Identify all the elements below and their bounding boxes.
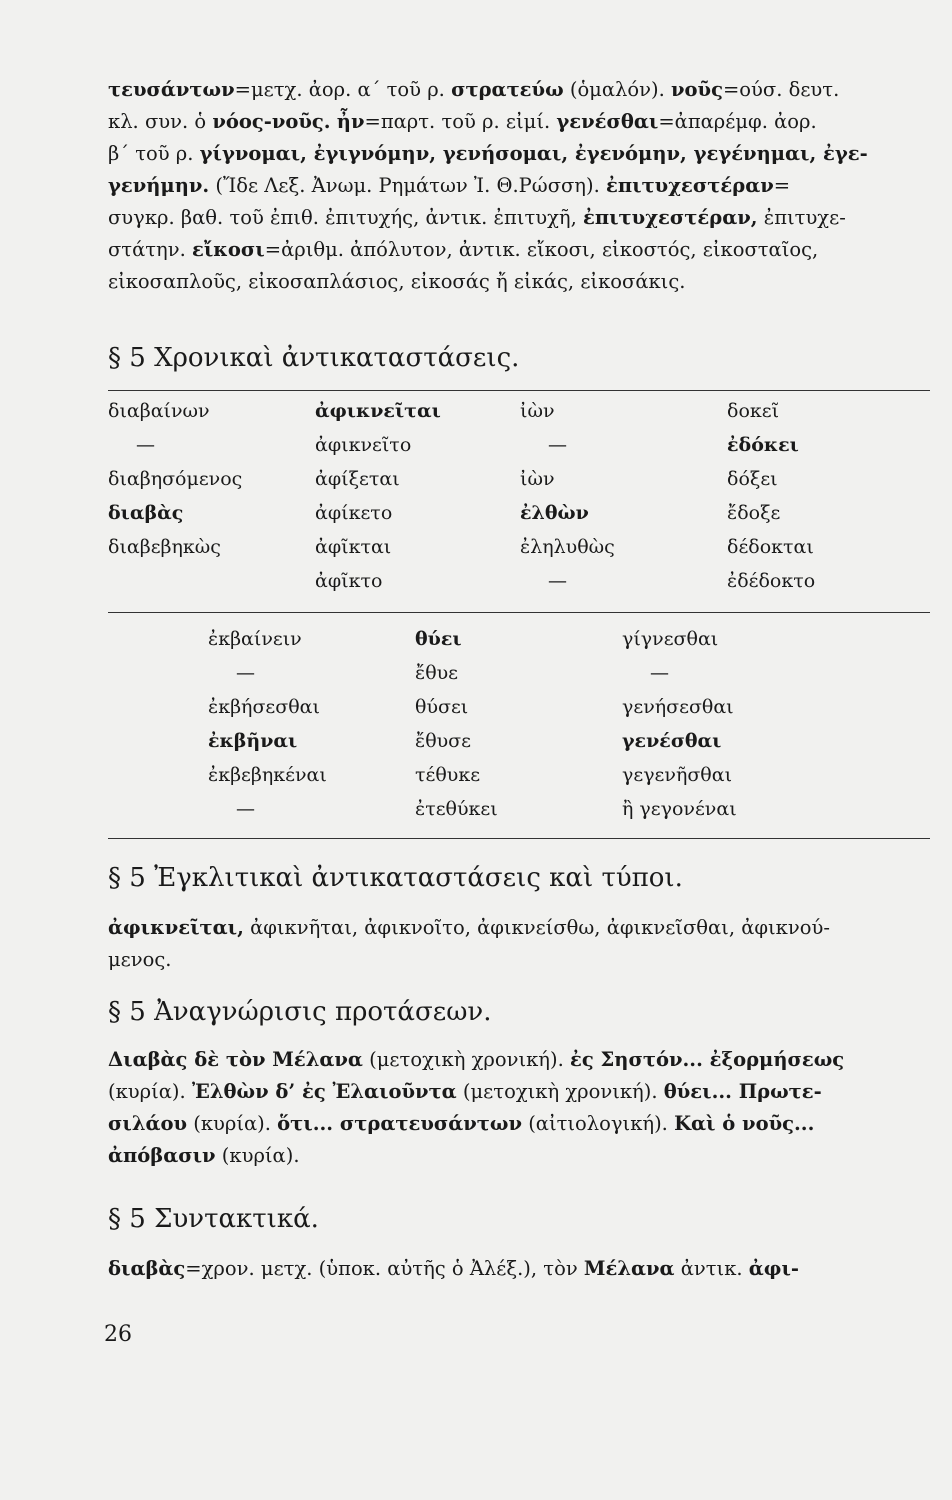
text-line <box>108 1255 930 1282</box>
text-run: (ὁμαλόν). <box>563 78 671 101</box>
bold-term: νοῦς <box>671 78 723 101</box>
bold-term: ἐς Σηστόν... ἐξορμήσεως <box>570 1048 845 1071</box>
text-run: =μετχ. ἀορ. α΄ τοῦ ρ. <box>234 78 452 101</box>
text-run: κλ. συν. ὁ <box>108 110 213 133</box>
bold-term: διαβὰς <box>108 1257 186 1280</box>
text-run: =ἀριθμ. ἀπόλυτον, ἀντικ. εἴκοσι, εἰκοστός, εἰκοσταῖος, <box>264 238 819 261</box>
table-cell: γίγνεσθαι <box>622 628 719 650</box>
text-run: μενος. <box>108 948 172 971</box>
bold-term: ἀφι- <box>748 1257 799 1280</box>
text-line <box>108 914 930 941</box>
text-run: =παρτ. τοῦ ρ. εἰμί. <box>364 110 557 133</box>
table-cell: ἀφίξεται <box>315 468 400 490</box>
table-cell: ἰὼν <box>520 400 555 422</box>
bold-term: ἦν <box>336 110 365 133</box>
table-cell: ἔθυε <box>415 662 459 684</box>
section-heading-enklitikai: § 5 Ἐγκλιτικαὶ ἀντικαταστάσεις καὶ τύποι. <box>108 863 683 893</box>
bold-term: Καὶ ὁ νοῦς... <box>674 1112 815 1135</box>
table-cell: γενήσεσθαι <box>622 696 734 718</box>
table-cell: ἀφικνεῖται <box>315 400 441 422</box>
text-line <box>108 76 930 103</box>
bold-term: ἐπιτυχεστέραν, <box>582 206 758 229</box>
table-mid-rule <box>108 612 930 613</box>
table-cell: διαβεβηκὼς <box>108 536 221 558</box>
table-cell: ἀφῖκται <box>315 536 392 558</box>
text-run: (κυρία). <box>215 1144 300 1167</box>
text-run: ἐπιτυχε- <box>757 206 846 229</box>
table-cell: ἐτεθύκει <box>415 798 498 820</box>
bold-term: στρατεύω <box>451 78 564 101</box>
table-cell: ἐδέδοκτο <box>727 570 816 592</box>
table-cell: δόξει <box>727 468 778 490</box>
bold-term: γενέσθαι <box>556 110 659 133</box>
text-line <box>108 268 930 295</box>
bold-term: Μέλανα <box>583 1257 675 1280</box>
table-cell: ἐδόκει <box>727 434 799 456</box>
bold-term: γενήμην. <box>108 174 210 197</box>
table-cell: δέδοκται <box>727 536 814 558</box>
text-line <box>108 1110 930 1137</box>
text-run: (αἰτιολογική). <box>522 1112 675 1135</box>
table-cell: — <box>136 434 155 456</box>
section-heading-anagnorisis: § 5 Ἀναγνώρισις προτάσεων. <box>108 997 492 1027</box>
text-run: (Ἴδε Λεξ. Ἀνωμ. Ρημάτων Ἰ. Θ.Ρώσση). <box>209 174 606 197</box>
table-cell: διαβησόμενος <box>108 468 243 490</box>
table-cell: γεγενῆσθαι <box>622 764 733 786</box>
text-line <box>108 946 930 973</box>
text-line <box>108 236 930 263</box>
section-heading-syntaktika: § 5 Συντακτικά. <box>108 1204 319 1234</box>
text-run: (μετοχικὴ χρονική). <box>456 1080 664 1103</box>
text-run: =χρον. μετχ. (ὑποκ. αὐτῆς ὁ Ἀλέξ.), τὸν <box>185 1257 584 1280</box>
table-cell: — <box>548 434 567 456</box>
text-run: = <box>773 174 791 197</box>
bold-term: γίγνομαι, ἐγιγνόμην, γενήσομαι, ἐγενόμην, γεγένημαι, ἐγε- <box>199 142 868 165</box>
text-line <box>108 172 930 199</box>
text-run: ἀντικ. <box>674 1257 749 1280</box>
bold-term: ἀπόβασιν <box>108 1144 216 1167</box>
bold-term: ὅτι... στρατευσάντων <box>277 1112 522 1135</box>
table-cell: ἔθυσε <box>415 730 471 752</box>
table-cell: ἀφῖκτο <box>315 570 383 592</box>
table-cell: τέθυκε <box>415 764 481 786</box>
table-cell: — <box>650 662 669 684</box>
table-cell: — <box>548 570 567 592</box>
table-cell: ἀφίκετο <box>315 502 393 524</box>
text-run: =ούσ. δευτ. <box>722 78 840 101</box>
table-cell: δοκεῖ <box>727 400 780 422</box>
table-cell: ἐκβαίνειν <box>208 628 302 650</box>
table-cell: ἰὼν <box>520 468 555 490</box>
table-cell: ἀφικνεῖτο <box>315 434 412 456</box>
text-line <box>108 108 930 135</box>
table-cell: — <box>236 798 255 820</box>
table-cell: θύει <box>415 628 462 650</box>
table-cell: ἢ γεγονέναι <box>622 798 737 820</box>
table-cell: ἐλθὼν <box>520 502 589 524</box>
bold-term: ἀφικνεῖται, <box>108 916 244 939</box>
bold-term: εἴκοσι <box>192 238 265 261</box>
text-run: =ἀπαρέμφ. ἀορ. <box>658 110 817 133</box>
text-line <box>108 1078 930 1105</box>
table-cell: ἐληλυθὼς <box>520 536 615 558</box>
text-line <box>108 1046 930 1073</box>
table-cell: ἐκβήσεσθαι <box>208 696 320 718</box>
table-cell: θύσει <box>415 696 469 718</box>
text-run: β΄ τοῦ ρ. <box>108 142 200 165</box>
text-run: στάτην. <box>108 238 192 261</box>
text-run: εἰκοσαπλοῦς, εἰκοσαπλάσιος, εἰκοσάς ἤ εἰκάς, εἰκοσάκις. <box>108 270 686 293</box>
bold-term: τευσάντων <box>108 78 235 101</box>
text-line <box>108 1142 930 1169</box>
table-cell: διαβαίνων <box>108 400 210 422</box>
text-line <box>108 204 930 231</box>
table-top-rule <box>108 390 930 391</box>
text-run: συγκρ. βαθ. τοῦ ἐπιθ. ἐπιτυχής, ἀντικ. ἐπιτυχῆ, <box>108 206 583 229</box>
text-run: (κυρία). <box>187 1112 278 1135</box>
bold-term: ἐπιτυχεστέραν <box>606 174 774 197</box>
text-run: ἀφικνῆται, ἀφικνοῖτο, ἀφικνείσθω, ἀφικνεῖσθαι, ἀφικνού- <box>243 916 830 939</box>
bold-term: νόος-νοῦς. <box>212 110 331 133</box>
text-run: (κυρία). <box>108 1080 192 1103</box>
text-run: (μετοχικὴ χρονική). <box>362 1048 570 1071</box>
table-bottom-rule <box>108 838 930 839</box>
bold-term: σιλάου <box>108 1112 188 1135</box>
table-cell: — <box>236 662 255 684</box>
section-heading-chronikai: § 5 Χρονικαὶ ἀντικαταστάσεις. <box>108 343 520 373</box>
page-number: 26 <box>104 1322 132 1347</box>
table-cell: ἐκβῆναι <box>208 730 298 752</box>
bold-term: θύει... Πρωτε- <box>663 1080 822 1103</box>
bold-term: Ἐλθὼν δ’ ἐς Ἐλαιοῦντα <box>191 1080 457 1103</box>
table-cell: ἐκβεβηκέναι <box>208 764 327 786</box>
text-line <box>108 140 930 167</box>
bold-term: Διαβὰς δὲ τὸν Μέλανα <box>108 1048 363 1071</box>
table-cell: ἔδοξε <box>727 502 781 524</box>
table-cell: διαβὰς <box>108 502 184 524</box>
table-cell: γενέσθαι <box>622 730 722 752</box>
